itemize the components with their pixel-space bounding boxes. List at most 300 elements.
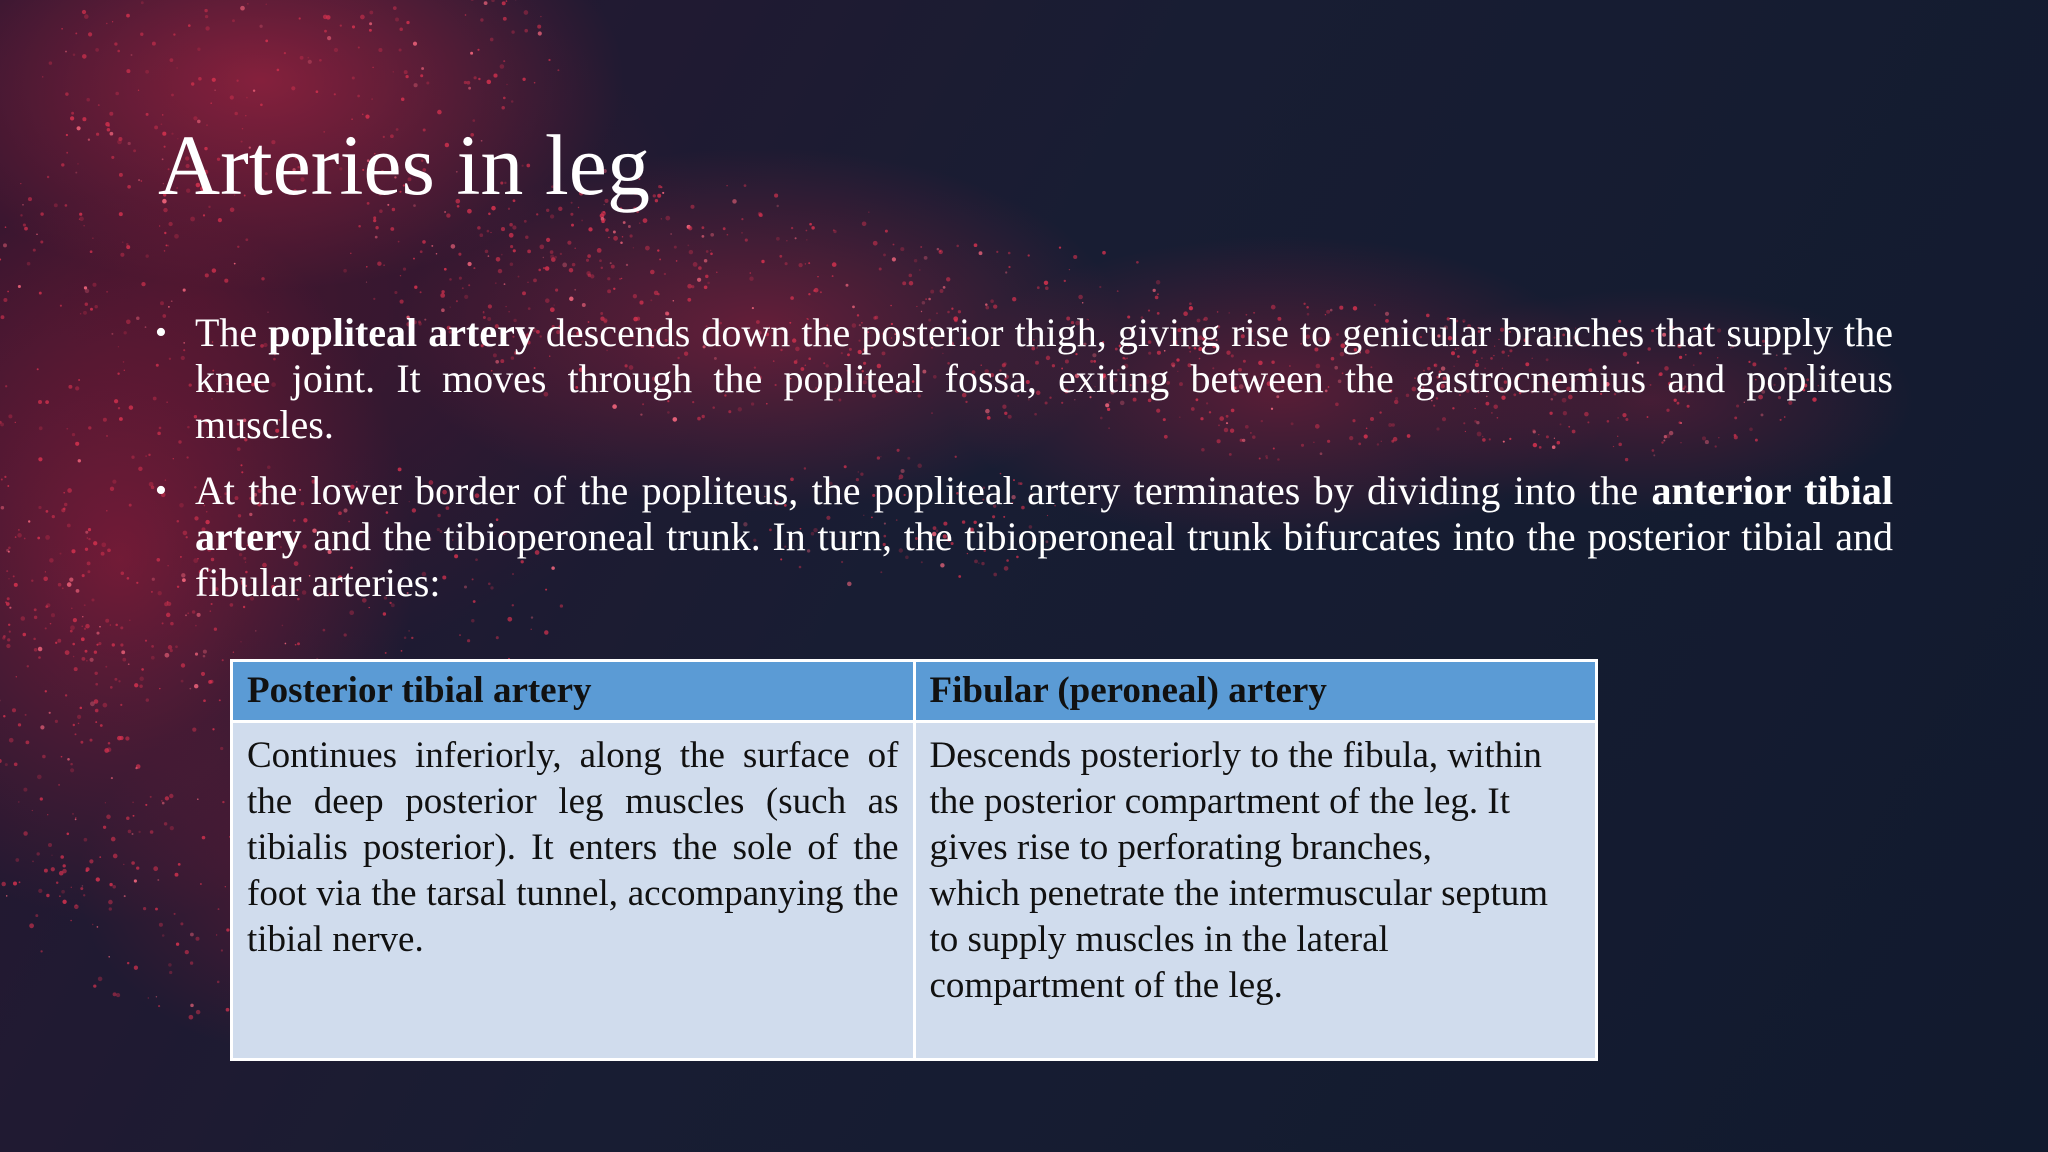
particle-dot: [914, 259, 917, 262]
particle-dot: [32, 861, 34, 863]
particle-dot: [13, 575, 15, 577]
particle-dot: [106, 510, 108, 512]
particle-dot: [366, 266, 368, 268]
particle-dot: [150, 830, 154, 834]
particle-dot: [401, 650, 403, 652]
particle-dot: [159, 688, 160, 689]
particle-dot: [54, 203, 58, 207]
particle-dot: [938, 250, 942, 254]
particle-dot: [943, 286, 946, 289]
particle-dot: [413, 42, 417, 46]
particle-dot: [73, 656, 75, 658]
particle-dot: [79, 218, 80, 219]
particle-dot: [639, 222, 641, 224]
particle-dot: [51, 613, 55, 617]
particle-dot: [490, 38, 494, 42]
particle-dot: [1008, 266, 1010, 268]
particle-dot: [170, 58, 174, 62]
particle-dot: [72, 813, 74, 815]
particle-dot: [1, 506, 4, 509]
particle-dot: [65, 650, 70, 655]
particle-dot: [96, 133, 99, 136]
bullet-item-popliteal: [155, 310, 1893, 448]
particle-dot: [18, 529, 20, 531]
particle-dot: [562, 263, 567, 268]
particle-dot: [118, 346, 119, 347]
particle-dot: [146, 113, 149, 116]
particle-dot: [916, 306, 917, 307]
particle-dot: [832, 262, 837, 267]
particle-dot: [132, 801, 134, 803]
particle-dot: [496, 257, 501, 262]
particle-dot: [45, 571, 46, 572]
particle-dot: [90, 250, 93, 253]
particle-dot: [217, 981, 220, 984]
particle-dot: [902, 281, 906, 285]
particle-dot: [979, 251, 983, 255]
particle-dot: [485, 250, 489, 254]
particle-dot: [247, 3, 248, 4]
particle-dot: [3, 243, 7, 247]
particle-dot: [84, 14, 89, 19]
particle-dot: [63, 492, 65, 494]
particle-dot: [94, 672, 97, 675]
particle-dot: [75, 386, 79, 390]
particle-dot: [352, 25, 355, 28]
particle-dot: [659, 258, 661, 260]
particle-dot: [78, 723, 80, 725]
particle-dot: [253, 89, 255, 91]
particle-dot: [20, 183, 21, 184]
particle-dot: [95, 48, 99, 52]
particle-dot: [749, 272, 751, 274]
particle-dot: [126, 245, 130, 249]
particle-dot: [798, 263, 802, 267]
particle-dot: [996, 251, 998, 253]
particle-dot: [581, 220, 583, 222]
particle-dot: [704, 285, 708, 289]
particle-dot: [99, 856, 101, 858]
particle-dot: [710, 253, 713, 256]
particle-dot: [171, 300, 173, 302]
particle-dot: [732, 199, 737, 204]
particle-dot: [664, 273, 666, 275]
particle-dot: [96, 644, 98, 646]
particle-dot: [334, 48, 338, 52]
particle-dot: [478, 78, 480, 80]
particle-dot: [106, 815, 111, 820]
particle-dot: [226, 1008, 230, 1012]
particle-dot: [153, 866, 158, 871]
particle-dot: [919, 269, 920, 270]
particle-dot: [495, 282, 497, 284]
particle-dot: [985, 306, 989, 310]
particle-dot: [665, 216, 670, 221]
particle-dot: [587, 254, 591, 258]
particle-dot: [71, 112, 74, 115]
particle-dot: [1005, 271, 1007, 273]
particle-dot: [111, 156, 114, 159]
particle-dot: [28, 520, 30, 522]
particle-dot: [82, 626, 83, 627]
particle-dot: [378, 48, 382, 52]
particle-dot: [51, 855, 52, 856]
particle-dot: [181, 663, 185, 667]
particle-dot: [75, 172, 77, 174]
particle-dot: [40, 797, 43, 800]
particle-dot: [687, 284, 692, 289]
particle-dot: [191, 82, 194, 85]
particle-dot: [107, 128, 111, 132]
particle-dot: [166, 244, 168, 246]
particle-dot: [128, 142, 131, 145]
particle-dot: [909, 274, 913, 278]
particle-dot: [94, 651, 97, 654]
particle-dot: [68, 385, 72, 389]
particle-dot: [400, 275, 401, 276]
particle-dot: [464, 295, 468, 299]
particle-dot: [88, 139, 90, 141]
particle-dot: [537, 25, 541, 29]
particle-dot: [401, 98, 405, 102]
particle-dot: [197, 48, 200, 51]
particle-dot: [613, 231, 616, 234]
particle-dot: [467, 639, 470, 642]
particle-dot: [83, 225, 84, 226]
particle-dot: [111, 837, 116, 842]
particle-dot: [234, 263, 236, 265]
particle-dot: [38, 656, 41, 659]
particle-dot: [121, 650, 125, 654]
particle-dot: [119, 736, 123, 740]
particle-dot: [71, 607, 73, 609]
particle-dot: [369, 11, 373, 15]
particle-dot: [106, 23, 107, 24]
particle-dot: [135, 767, 137, 769]
particle-dot: [399, 48, 402, 51]
particle-dot: [909, 281, 914, 286]
particle-dot: [96, 632, 99, 635]
particle-dot: [126, 14, 130, 18]
particle-dot: [817, 276, 818, 277]
particle-dot: [42, 76, 43, 77]
particle-dot: [394, 291, 397, 294]
particle-dot: [77, 126, 81, 130]
particle-dot: [103, 826, 106, 829]
particle-dot: [27, 665, 29, 667]
particle-dot: [120, 253, 124, 257]
particle-dot: [488, 304, 492, 308]
particle-dot: [1082, 302, 1084, 304]
particle-dot: [260, 103, 263, 106]
particle-dot: [327, 36, 331, 40]
particle-dot: [42, 755, 46, 759]
particle-dot: [90, 701, 95, 706]
particle-dot: [846, 284, 849, 287]
particle-dot: [45, 627, 47, 629]
particle-dot: [791, 227, 793, 229]
particle-dot: [265, 40, 268, 43]
particle-dot: [390, 227, 394, 231]
particle-dot: [136, 316, 140, 320]
particle-dot: [145, 640, 147, 642]
particle-dot: [169, 794, 173, 798]
particle-dot: [75, 817, 76, 818]
particle-dot: [1099, 286, 1101, 288]
particle-dot: [190, 1004, 194, 1008]
particle-dot: [506, 84, 507, 85]
particle-dot: [628, 225, 631, 228]
particle-dot: [92, 924, 93, 925]
particle-dot: [405, 75, 408, 78]
particle-dot: [62, 900, 66, 904]
particle-dot: [956, 245, 959, 248]
particle-dot: [414, 286, 417, 289]
particle-dot: [159, 225, 160, 226]
particle-dot: [39, 426, 43, 430]
particle-dot: [639, 301, 643, 305]
particle-dot: [105, 802, 106, 803]
particle-dot: [178, 863, 181, 866]
particle-dot: [212, 728, 214, 730]
particle-dot: [110, 487, 114, 491]
particle-dot: [554, 256, 557, 259]
particle-dot: [103, 418, 107, 422]
particle-dot: [295, 644, 297, 646]
particle-dot: [89, 859, 93, 863]
bullet-list: [155, 310, 1893, 626]
particle-dot: [885, 230, 888, 233]
particle-dot: [176, 67, 177, 68]
particle-dot: [687, 298, 691, 302]
particle-dot: [608, 237, 609, 238]
particle-dot: [8, 551, 10, 553]
particle-dot: [873, 241, 878, 246]
particle-dot: [64, 503, 67, 506]
particle-dot: [1008, 252, 1011, 255]
particle-dot: [145, 804, 147, 806]
particle-dot: [112, 21, 113, 22]
particle-dot: [195, 937, 199, 941]
particle-dot: [88, 32, 92, 36]
particle-dot: [98, 642, 101, 645]
particle-dot: [534, 82, 536, 84]
particle-dot: [343, 269, 347, 273]
particle-dot: [1, 479, 3, 481]
particle-dot: [259, 25, 262, 28]
particle-dot: [14, 583, 18, 587]
particle-dot: [65, 51, 67, 53]
particle-dot: [538, 269, 541, 272]
particle-dot: [165, 796, 169, 800]
particle-dot: [7, 485, 9, 487]
particle-dot: [126, 320, 131, 325]
particle-dot: [161, 800, 162, 801]
particle-dot: [744, 184, 747, 187]
particle-dot: [758, 212, 762, 216]
particle-dot: [473, 76, 476, 79]
particle-dot: [55, 720, 58, 723]
particle-dot: [82, 117, 86, 121]
particle-dot: [436, 253, 438, 255]
particle-dot: [225, 886, 226, 887]
particle-dot: [138, 467, 142, 471]
particle-dot: [774, 194, 778, 198]
particle-dot: [106, 291, 108, 293]
particle-dot: [522, 291, 526, 295]
particle-dot: [22, 204, 24, 206]
particle-dot: [55, 642, 57, 644]
particle-dot: [319, 59, 322, 62]
particle-dot: [462, 287, 464, 289]
particle-dot: [190, 961, 193, 964]
particle-dot: [574, 247, 576, 249]
particle-dot: [510, 263, 514, 267]
particle-dot: [188, 24, 191, 27]
particle-dot: [43, 577, 48, 582]
particle-dot: [82, 574, 85, 577]
particle-dot: [141, 180, 143, 182]
particle-dot: [240, 641, 241, 642]
particle-dot: [57, 639, 61, 643]
particle-dot: [6, 895, 8, 897]
particle-dot: [70, 625, 75, 630]
particle-dot: [49, 712, 51, 714]
particle-dot: [173, 33, 175, 35]
particle-dot: [100, 724, 103, 727]
cell-posterior-tibial-description: Continues inferiorly, along the surface of the deep posterior leg muscles (such as tibialis posterior). It enters the sole of the foot via the tarsal tunnel, accompanying the tibial nerve.: [232, 722, 915, 1060]
particle-dot: [946, 277, 950, 281]
particle-dot: [33, 638, 36, 641]
particle-dot: [344, 633, 347, 636]
particle-dot: [745, 239, 748, 242]
particle-dot: [900, 247, 904, 251]
particle-dot: [98, 977, 103, 982]
particle-dot: [307, 57, 309, 59]
particle-dot: [71, 549, 75, 553]
particle-dot: [117, 140, 122, 145]
particle-dot: [48, 843, 52, 847]
particle-dot: [47, 176, 49, 178]
particle-dot: [893, 244, 895, 246]
particle-dot: [393, 71, 394, 72]
particle-dot: [5, 385, 7, 387]
particle-dot: [79, 213, 82, 216]
particle-dot: [60, 305, 62, 307]
particle-dot: [167, 245, 169, 247]
particle-dot: [621, 278, 622, 279]
particle-dot: [539, 244, 544, 249]
particle-dot: [371, 98, 372, 99]
particle-dot: [546, 238, 550, 242]
particle-dot: [285, 643, 287, 645]
particle-dot: [513, 249, 516, 252]
particle-dot: [190, 933, 194, 937]
particle-dot: [0, 259, 1, 261]
particle-dot: [398, 241, 400, 243]
fibular-line: gives rise to perforating branches,: [929, 827, 1432, 868]
particle-dot: [80, 313, 82, 315]
particle-dot: [555, 289, 558, 292]
particle-dot: [924, 256, 928, 260]
particle-dot: [80, 707, 83, 710]
particle-dot: [134, 879, 137, 882]
particle-dot: [62, 869, 67, 874]
particle-dot: [5, 226, 7, 228]
particle-dot: [146, 254, 149, 257]
particle-dot: [157, 879, 159, 881]
particle-dot: [73, 618, 77, 622]
particle-dot: [122, 658, 126, 662]
particle-dot: [620, 242, 623, 245]
particle-dot: [1306, 306, 1309, 309]
particle-dot: [164, 232, 166, 234]
particle-dot: [5, 763, 8, 766]
particle-dot: [431, 245, 433, 247]
particle-dot: [524, 29, 528, 33]
particle-dot: [112, 885, 116, 889]
particle-dot: [118, 680, 120, 682]
particle-dot: [503, 60, 505, 62]
particle-dot: [129, 619, 131, 621]
particle-dot: [168, 306, 170, 308]
particle-dot: [726, 185, 728, 187]
particle-dot: [940, 289, 944, 293]
particle-dot: [56, 882, 58, 884]
particle-dot: [7, 597, 10, 600]
particle-dot: [597, 248, 602, 253]
particle-dot: [75, 733, 77, 735]
particle-dot: [117, 373, 119, 375]
particle-dot: [352, 76, 355, 79]
particle-dot: [690, 205, 694, 209]
particle-dot: [194, 684, 198, 688]
particle-dot: [1156, 280, 1160, 284]
particle-dot: [133, 149, 136, 152]
particle-dot: [141, 282, 145, 286]
particle-dot: [203, 214, 205, 216]
particle-dot: [255, 630, 256, 631]
particle-dot: [833, 229, 835, 231]
particle-dot: [175, 873, 179, 877]
particle-dot: [136, 582, 138, 584]
particle-dot: [123, 361, 125, 363]
particle-dot: [24, 227, 28, 231]
particle-dot: [246, 97, 248, 99]
particle-dot: [470, 52, 473, 55]
particle-dot: [710, 233, 714, 237]
particle-dot: [470, 0, 474, 1]
particle-dot: [129, 504, 132, 507]
particle-dot: [148, 454, 150, 456]
particle-dot: [741, 232, 742, 233]
particle-dot: [218, 218, 222, 222]
particle-dot: [203, 699, 206, 702]
particle-dot: [230, 95, 234, 99]
particle-dot: [299, 17, 301, 19]
particle-dot: [265, 3, 267, 5]
particle-dot: [73, 54, 76, 57]
particle-dot: [689, 250, 693, 254]
particle-dot: [496, 636, 499, 639]
particle-dot: [84, 604, 86, 606]
particle-dot: [14, 762, 18, 766]
particle-dot: [702, 226, 705, 229]
particle-dot: [109, 112, 113, 116]
particle-dot: [633, 294, 637, 298]
particle-dot: [468, 87, 471, 90]
particle-dot: [61, 890, 65, 894]
